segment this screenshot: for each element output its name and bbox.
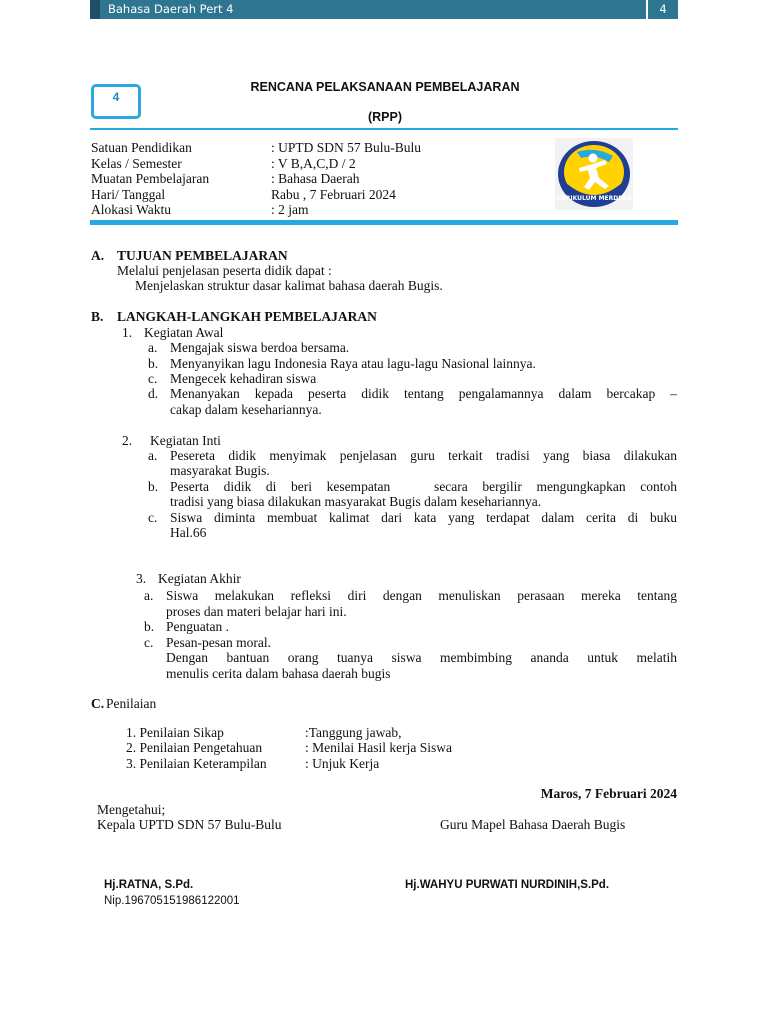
identity-divider	[90, 220, 678, 225]
section-b-letter: B.	[91, 309, 104, 324]
section-a-item: Menjelaskan struktur dasar kalimat bahasa daerah Bugis.	[135, 278, 443, 293]
list-item: Mengecek kehadiran siswa	[170, 371, 317, 386]
identity-value-alokasi: : 2 jam	[271, 202, 309, 217]
kurikulum-merdeka-logo-icon	[555, 138, 633, 210]
identity-value-satuan: : UPTD SDN 57 Bulu-Bulu	[271, 140, 422, 155]
list-item-line2: Hal.66	[170, 525, 207, 540]
title-divider	[90, 128, 678, 130]
principal-name: Hj.RATNA, S.Pd.	[104, 879, 194, 891]
section-b-heading: LANGKAH-LANGKAH PEMBELAJARAN	[117, 309, 377, 324]
list-item-letter: b.	[148, 479, 159, 494]
list-item: Mengajak siswa berdoa bersama.	[170, 340, 350, 355]
inti-title: Kegiatan Inti	[150, 433, 221, 448]
place-date: Maros, 7 Februari 2024	[540, 786, 677, 801]
assessment-value: : Unjuk Kerja	[305, 756, 380, 771]
identity-label-hari: Hari/ Tanggal	[91, 187, 166, 202]
kurikulum-logo	[555, 138, 633, 210]
teacher-title: Guru Mapel Bahasa Daerah Bugis	[440, 817, 626, 832]
list-item-line2: masyarakat Bugis.	[170, 463, 270, 478]
assessment-value: :Tanggung jawab,	[305, 725, 402, 740]
list-item-letter: a.	[148, 448, 158, 463]
identity-value-kelas: : V B,A,C,D / 2	[271, 156, 356, 171]
principal-title: Kepala UPTD SDN 57 Bulu-Bulu	[97, 817, 282, 832]
identity-value-hari: Rabu , 7 Februari 2024	[271, 187, 396, 202]
identity-label-alokasi: Alokasi Waktu	[91, 202, 172, 217]
akhir-note-line2: menulis cerita dalam bahasa daerah bugis	[166, 666, 391, 681]
assessment-label: 1. Penilaian Sikap	[126, 725, 224, 740]
list-item: Pesan-pesan moral.	[166, 635, 271, 650]
list-item: Penguatan .	[166, 619, 229, 634]
akhir-number: 3.	[136, 571, 147, 586]
list-item-line2: tradisi yang biasa dilakukan masyarakat Bugis dalam kesehariannya.	[170, 494, 542, 509]
list-item-letter: a.	[144, 588, 154, 603]
assessment-label: 3. Penilaian Keterampilan	[126, 756, 267, 771]
list-item-letter: d.	[148, 386, 159, 401]
section-c-letter: C.	[91, 696, 105, 711]
header-title: Bahasa Daerah Pert 4	[108, 2, 234, 16]
list-item-line1: Pesereta didik menyimak penjelasan guru terkait tradisi yang biasa dilakukan	[170, 448, 677, 463]
list-item-letter: c.	[148, 510, 158, 525]
header-accent	[90, 0, 100, 19]
akhir-title: Kegiatan Akhir	[158, 571, 241, 586]
list-item-line2: proses dan materi belajar hari ini.	[166, 604, 347, 619]
identity-label-muatan: Muatan Pembelajaran	[91, 171, 210, 186]
principal-nip: Nip.196705151986122001	[104, 895, 240, 907]
list-item-letter: c.	[148, 371, 158, 386]
section-c-heading: Penilaian	[106, 696, 157, 711]
document-subtitle: (RPP)	[367, 110, 403, 124]
identity-label-satuan: Satuan Pendidikan	[91, 140, 192, 155]
list-item-line2: cakap dalam kesehariannya.	[170, 402, 322, 417]
inti-number: 2.	[122, 433, 133, 448]
list-item-line1: Siswa melakukan refleksi diri dengan menuliskan perasaan mereka tentang	[166, 588, 677, 603]
list-item-letter: b.	[144, 619, 155, 634]
logo-text: KURIKULUM MERDEKA	[556, 195, 632, 202]
assessment-label: 2. Penilaian Pengetahuan	[126, 740, 263, 755]
list-item-letter: a.	[148, 340, 158, 355]
assessment-value: : Menilai Hasil kerja Siswa	[305, 740, 452, 755]
identity-value-muatan: : Bahasa Daerah	[271, 171, 360, 186]
list-item: Menyanyikan lagu Indonesia Raya atau lagu-lagu Nasional lainnya.	[170, 356, 536, 371]
teacher-name: Hj.WAHYU PURWATI NURDINIH,S.Pd.	[405, 879, 610, 891]
section-a-heading: TUJUAN PEMBELAJARAN	[117, 248, 288, 263]
awal-number: 1.	[122, 325, 133, 340]
section-a-intro: Melalui penjelasan peserta didik dapat :	[117, 263, 332, 278]
list-item-line1: Siswa diminta membuat kalimat dari kata yang terdapat dalam cerita di buku	[170, 510, 677, 525]
header-page-number: 4	[659, 2, 667, 16]
akhir-note-line1: Dengan bantuan orang tuanya siswa membimbing ananda untuk melatih	[166, 650, 677, 665]
list-item-letter: b.	[148, 356, 159, 371]
list-item-line1: Peserta didik di beri kesempatan secara bergilir mengungkapkan contoh	[170, 479, 677, 494]
document-title: RENCANA PELAKSANAAN PEMBELAJARAN	[250, 80, 520, 94]
awal-title: Kegiatan Awal	[144, 325, 224, 340]
mengetahui-label: Mengetahui;	[97, 802, 166, 817]
badge-number: 4	[112, 90, 120, 104]
list-item-letter: c.	[144, 635, 154, 650]
identity-label-kelas: Kelas / Semester	[91, 156, 182, 171]
list-item-line1: Menanyakan kepada peserta didik tentang pengalamannya dalam bercakap –	[170, 386, 677, 401]
section-a-letter: A.	[91, 248, 105, 263]
meeting-number-badge	[91, 84, 141, 119]
